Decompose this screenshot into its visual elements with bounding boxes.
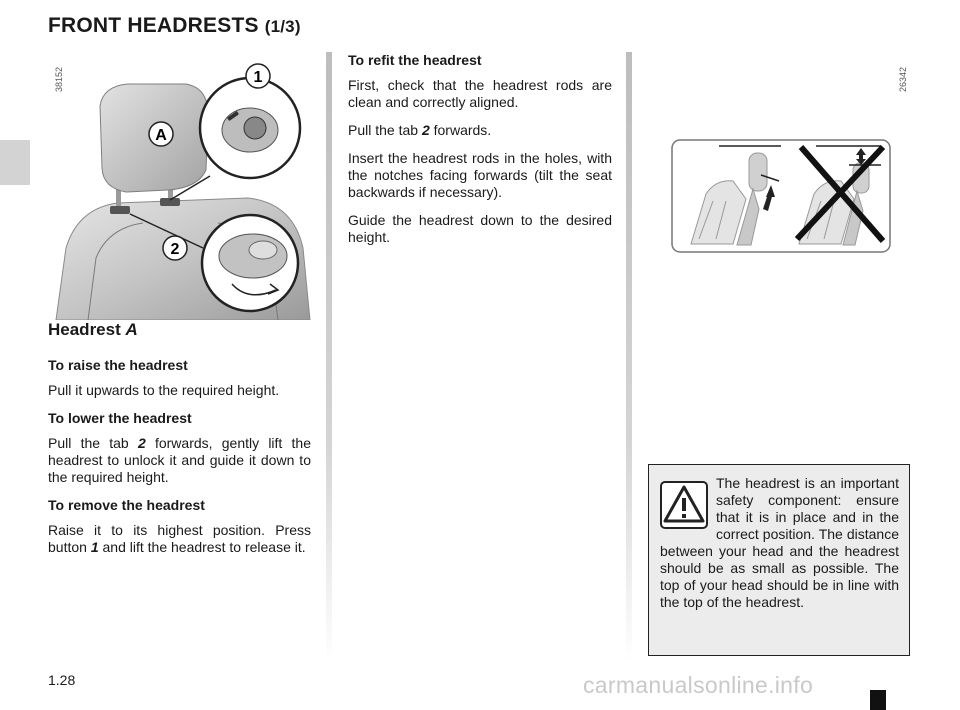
warning-triangle-icon xyxy=(660,481,708,529)
title-text: FRONT HEADRESTS xyxy=(48,14,259,37)
label-1: 1 xyxy=(253,69,263,86)
page-title xyxy=(48,14,301,38)
figure-id-right: 26342 xyxy=(898,66,908,92)
middle-column-text xyxy=(348,52,612,257)
label-2-marker xyxy=(163,236,187,260)
refit-p3: Insert the headrest rods in the holes, with the notches facing forwards (tilt the seat backwards if necessary). xyxy=(348,150,612,200)
raise-heading: To raise the headrest xyxy=(48,357,188,373)
remove-heading: To remove the headrest xyxy=(48,497,205,513)
title-part: (1/3) xyxy=(264,17,301,36)
lower-text: Pull the tab 2 forwards, gently lift the headrest to unlock it and guide it down to the required height. xyxy=(48,435,312,485)
left-column-text xyxy=(48,357,311,567)
refit-p4: Guide the headrest down to the desired height. xyxy=(348,212,612,245)
lower-heading: To lower the headrest xyxy=(48,410,192,426)
callout-circle-1 xyxy=(200,78,300,178)
headrest-illustration xyxy=(48,58,318,320)
label-1-marker xyxy=(246,64,270,88)
safety-warning-box xyxy=(648,464,910,656)
column-divider-right xyxy=(626,52,632,662)
headrest-a-heading xyxy=(48,320,138,340)
page-number: 1.28 xyxy=(48,672,76,688)
headrest-position-illustration xyxy=(671,139,891,253)
corner-tab-marker xyxy=(870,690,886,710)
label-a: A xyxy=(155,127,167,144)
raise-text: Pull it upwards to the required height. xyxy=(48,382,280,398)
headrest-guide-left xyxy=(110,206,130,214)
refit-heading: To refit the headrest xyxy=(348,52,482,68)
watermark: carmanualsonline.info xyxy=(583,672,814,698)
label-a-marker xyxy=(149,122,173,146)
refit-p2: Pull the tab 2 forwards. xyxy=(348,122,492,138)
remove-text: Raise it to its highest position. Press button 1 and lift the headrest to release it. xyxy=(48,522,311,555)
section-side-tab xyxy=(0,140,30,185)
label-2: 2 xyxy=(170,241,180,258)
callout-circle-2 xyxy=(202,215,298,311)
column-divider-left xyxy=(326,52,332,662)
refit-p1: First, check that the headrest rods are clean and correctly aligned. xyxy=(348,77,612,110)
warning-text: The headrest is an important safety component: ensure that it is in place and in the correct position. The distance between your head and the headrest should be as small as possible. The top of your head should be in line with the top of the headrest. xyxy=(660,475,899,610)
figure-id-left: 38152 xyxy=(54,66,64,92)
heading-ref: A xyxy=(125,320,138,339)
heading-prefix: Headrest xyxy=(48,320,126,339)
